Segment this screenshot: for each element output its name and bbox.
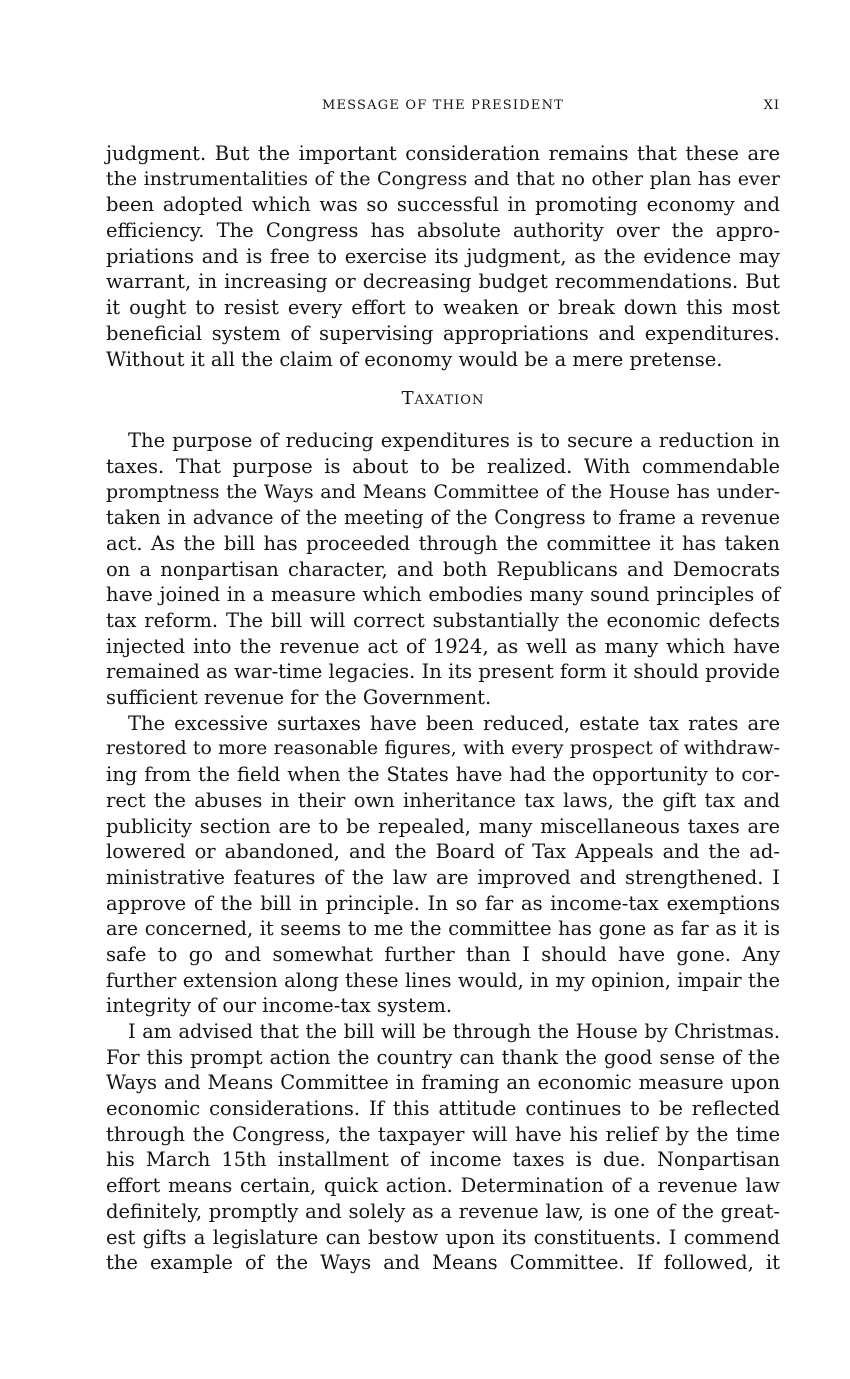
text-line: the example of the Ways and Means Committee. If followed, it xyxy=(106,1251,780,1275)
text-line: it ought to resist every effort to weaken or break down this most xyxy=(106,296,780,320)
text-line: are concerned, it seems to me the committee has gone as far as it is xyxy=(106,917,780,941)
text-line: beneficial system of supervising appropriations and expenditures. xyxy=(106,321,780,345)
text-line: lowered or abandoned, and the Board of Tax Appeals and the ad- xyxy=(106,840,780,864)
text-line: remained as war-time legacies. In its present form it should provide xyxy=(106,660,780,684)
text-line: have joined in a measure which embodies many sound principles of xyxy=(106,583,780,607)
text-line: sufficient revenue for the Government. xyxy=(106,686,492,710)
text-line: been adopted which was so successful in promoting economy and xyxy=(106,193,780,217)
text-line: approve of the bill in principle. In so far as income-tax exemptions xyxy=(106,891,780,915)
text-line: the instrumentalities of the Congress and that no other plan has ever xyxy=(106,167,780,190)
text-line: promptness the Ways and Means Committee of the House has under- xyxy=(106,480,780,503)
body-text xyxy=(106,141,780,1276)
text-line: definitely, promptly and solely as a revenue law, is one of the great- xyxy=(106,1199,780,1223)
text-line: The purpose of reducing expenditures is to secure a reduction in xyxy=(128,429,780,453)
text-line: through the Congress, the taxpayer will have his relief by the time xyxy=(106,1122,780,1146)
text-line: safe to go and somewhat further than I should have gone. Any xyxy=(106,942,780,966)
text-line: The excessive surtaxes have been reduced, estate tax rates are xyxy=(128,711,780,735)
text-line: taxes. That purpose is about to be realized. With commendable xyxy=(106,454,780,478)
running-title: MESSAGE OF THE PRESIDENT xyxy=(321,98,565,113)
text-line: For this prompt action the country can thank the good sense of the xyxy=(106,1045,780,1069)
text-line: ministrative features of the law are improved and strengthened. I xyxy=(106,865,780,889)
text-line: injected into the revenue act of 1924, as well as many which have xyxy=(106,634,780,658)
text-line: ing from the field when the States have had the opportunity to cor- xyxy=(106,763,780,787)
text-line: tax reform. The bill will correct substantially the economic defects xyxy=(106,609,780,632)
text-line: restored to more reasonable figures, with every prospect of withdraw- xyxy=(106,738,780,760)
running-header xyxy=(106,98,780,120)
page-number: XI xyxy=(763,98,780,113)
text-line: act. As the bill has proceeded through the committee it has taken xyxy=(106,531,780,555)
text-line: effort means certain, quick action. Determination of a revenue law xyxy=(106,1174,780,1198)
text-line: integrity of our income-tax system. xyxy=(106,994,453,1018)
text-line: economic considerations. If this attitude continues to be reflected xyxy=(106,1097,780,1121)
text-line: rect the abuses in their own inheritance tax laws, the gift tax and xyxy=(106,788,780,812)
text-line: further extension along these lines would, in my opinion, impair the xyxy=(106,968,780,992)
text-line: est gifts a legislature can bestow upon its constituents. I commend xyxy=(106,1225,780,1249)
paragraph-continuation xyxy=(106,141,780,372)
text-line: I am advised that the bill will be through the House by Christmas. xyxy=(128,1020,780,1043)
text-line: publicity section are to be repealed, many miscellaneous taxes are xyxy=(106,814,780,838)
text-line: Without it all the claim of economy would be a mere pretense. xyxy=(106,347,723,371)
text-line: his March 15th installment of income taxes is due. Nonpartisan xyxy=(106,1148,780,1172)
text-line: taken in advance of the meeting of the Congress to frame a revenue xyxy=(106,506,780,530)
text-line: on a nonpartisan character, and both Republicans and Democrats xyxy=(106,557,780,581)
text-line: warrant, in increasing or decreasing budget recommendations. But xyxy=(106,270,780,294)
paragraph xyxy=(106,711,780,1019)
text-line: priations and is free to exercise its judgment, as the evidence may xyxy=(106,244,780,268)
text-line: Ways and Means Committee in framing an economic measure upon xyxy=(106,1071,780,1095)
section-heading: Taxation xyxy=(401,388,485,410)
text-line: efficiency. The Congress has absolute authority over the appro- xyxy=(106,219,780,243)
paragraph xyxy=(106,1019,780,1276)
text-line: judgment. But the important consideration remains that these are xyxy=(106,142,780,165)
paragraph xyxy=(106,428,780,711)
